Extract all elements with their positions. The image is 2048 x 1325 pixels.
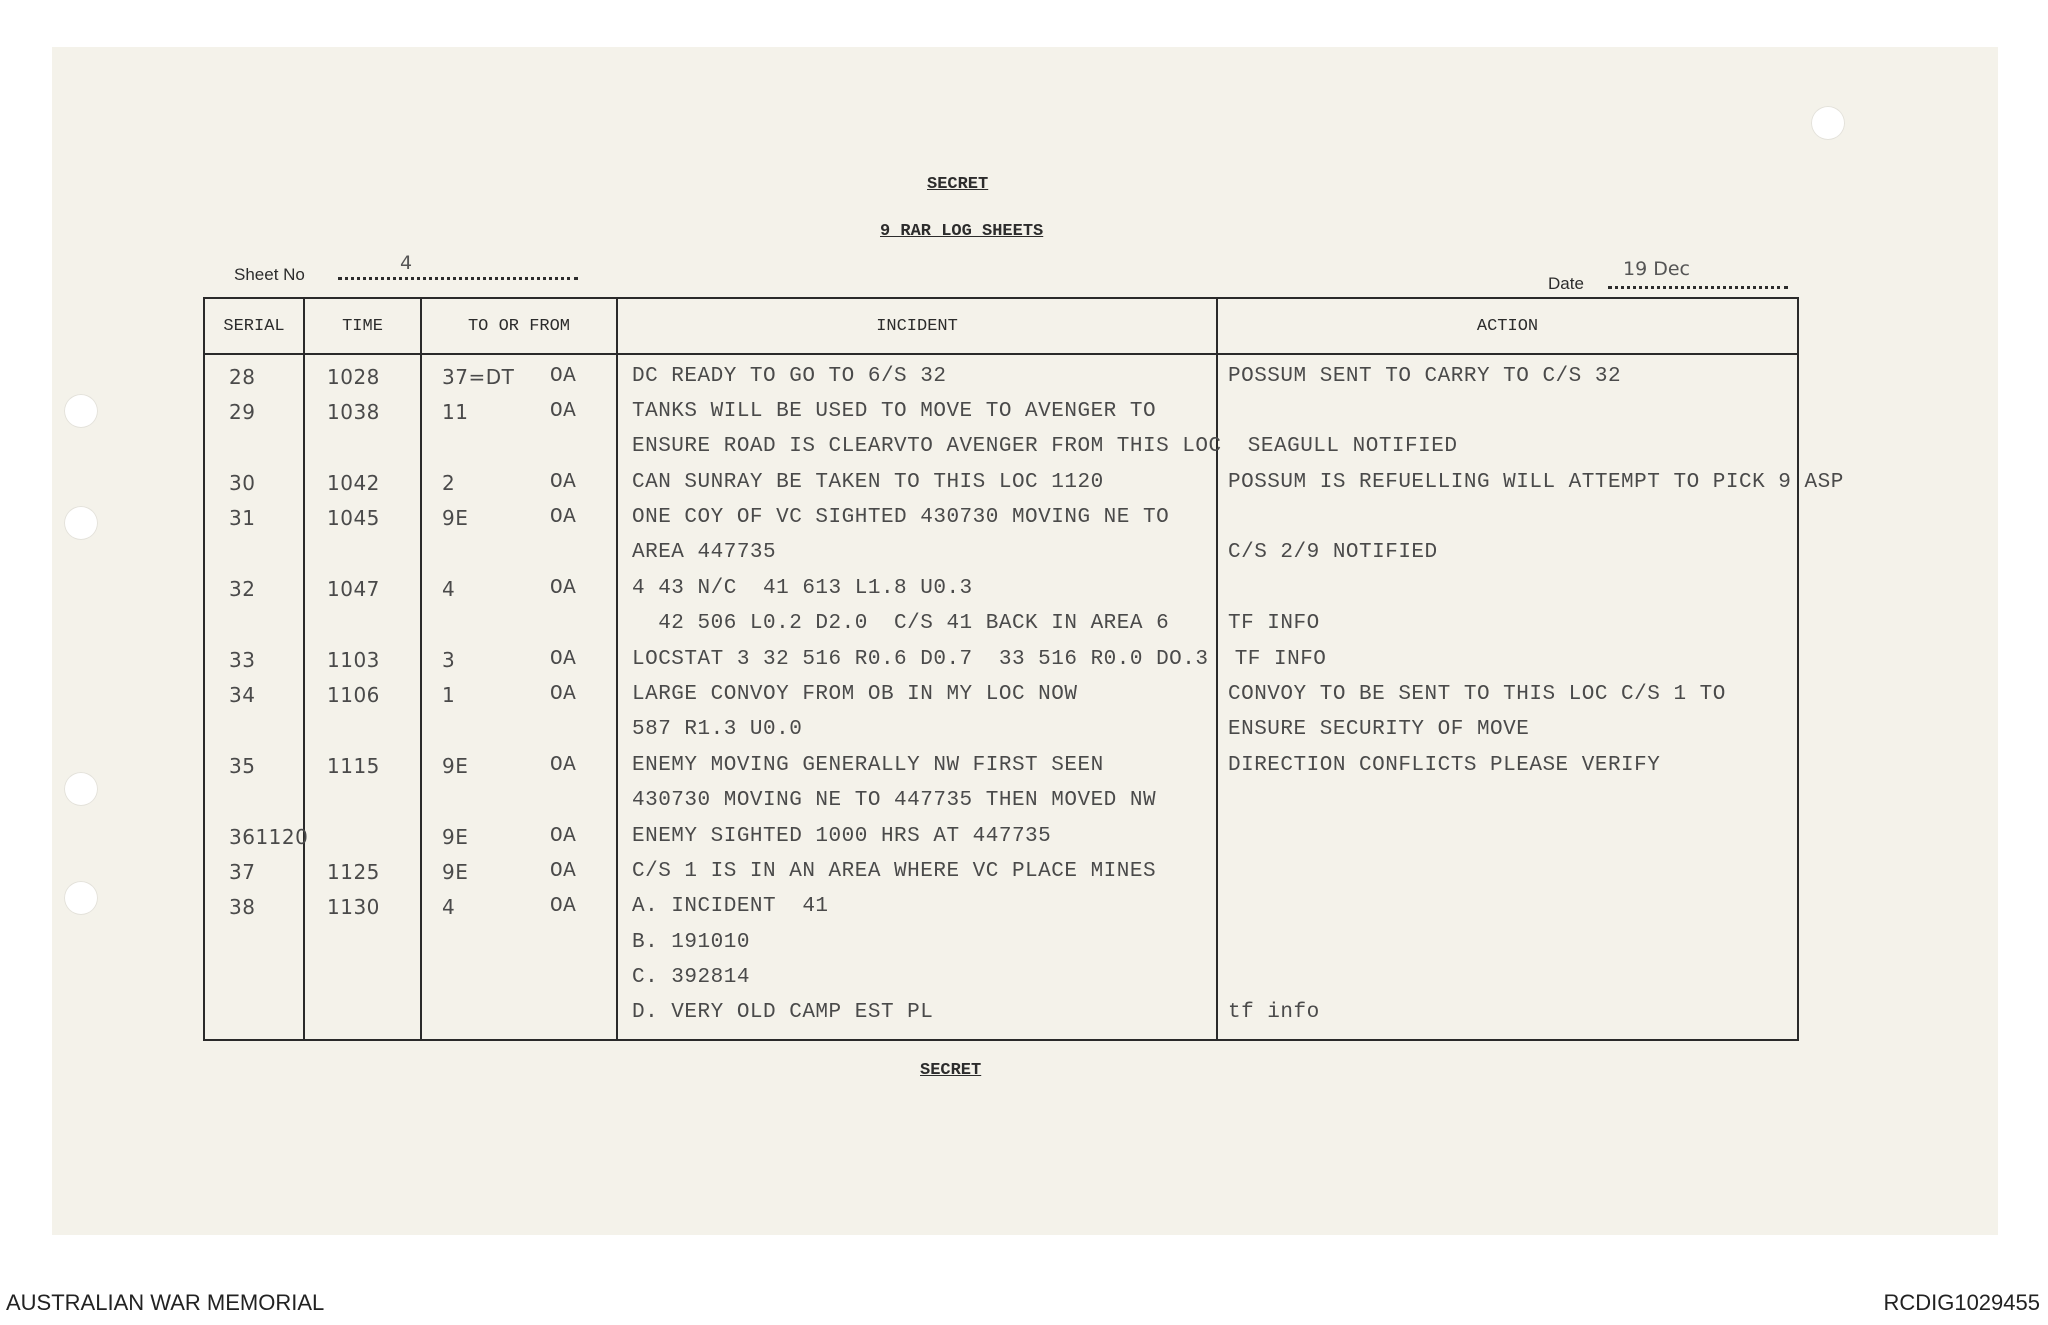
incident-line: CAN SUNRAY BE TAKEN TO THIS LOC 1120 xyxy=(632,471,1104,494)
incident-line: C/S 1 IS IN AN AREA WHERE VC PLACE MINES xyxy=(632,860,1157,883)
action-line: tf info xyxy=(1228,1001,1320,1024)
action-line: POSSUM IS REFUELLING WILL ATTEMPT TO PICK 9 ASP xyxy=(1228,471,1844,494)
serial-cell: 32 xyxy=(229,577,256,601)
to-from-oa: OA xyxy=(550,754,577,777)
to-from-unit: 9E xyxy=(442,754,469,778)
header-time: TIME xyxy=(304,298,421,354)
to-from-oa: OA xyxy=(550,506,577,529)
to-from-column xyxy=(421,354,617,1040)
time-cell: 1130 xyxy=(327,895,380,919)
header-incident: INCIDENT xyxy=(617,298,1217,354)
time-cell: 1042 xyxy=(327,471,380,495)
time-cell: 1106 xyxy=(327,683,380,707)
time-column xyxy=(304,354,421,1040)
incident-line: LARGE CONVOY FROM OB IN MY LOC NOW xyxy=(632,683,1078,706)
serial-cell: 28 xyxy=(229,365,256,389)
action-line: ENSURE SECURITY OF MOVE xyxy=(1228,718,1530,741)
serial-cell: 31 xyxy=(229,506,256,530)
date-value: 19 Dec xyxy=(1623,258,1690,280)
serial-cell: 30 xyxy=(229,471,256,495)
incident-line: ONE COY OF VC SIGHTED 430730 MOVING NE TO xyxy=(632,506,1170,529)
punch-hole xyxy=(64,881,98,915)
table-header-row xyxy=(204,298,1798,354)
incident-line: 4 43 N/C 41 613 L1.8 U0.3 xyxy=(632,577,973,600)
incident-line: 42 506 L0.2 D2.0 C/S 41 BACK IN AREA 6 xyxy=(632,612,1170,635)
serial-cell: 33 xyxy=(229,648,256,672)
to-from-unit: 4 xyxy=(442,577,456,601)
time-cell: 1038 xyxy=(327,400,380,424)
incident-line: ENEMY SIGHTED 1000 HRS AT 447735 xyxy=(632,825,1052,848)
to-from-oa: OA xyxy=(550,365,577,388)
serial-cell: 37 xyxy=(229,860,256,884)
action-column xyxy=(1217,354,1844,1040)
to-from-unit: 37=DT xyxy=(442,365,515,389)
footer-right: RCDIG1029455 xyxy=(1883,1290,2040,1315)
to-from-unit: 2 xyxy=(442,471,456,495)
serial-cell: 361120 xyxy=(229,825,309,849)
serial-cell: 38 xyxy=(229,895,256,919)
time-cell: 1045 xyxy=(327,506,380,530)
to-from-oa: OA xyxy=(550,648,577,671)
incident-line: DC READY TO GO TO 6/S 32 xyxy=(632,365,947,388)
header-action: ACTION xyxy=(1217,298,1798,354)
header-serial: SERIAL xyxy=(204,298,304,354)
to-from-oa: OA xyxy=(550,400,577,423)
to-from-unit: 4 xyxy=(442,895,456,919)
action-line: CONVOY TO BE SENT TO THIS LOC C/S 1 TO xyxy=(1228,683,1726,706)
incident-line: ENEMY MOVING GENERALLY NW FIRST SEEN xyxy=(632,754,1104,777)
incident-line: D. VERY OLD CAMP EST PL xyxy=(632,1001,934,1024)
punch-hole xyxy=(1811,106,1845,140)
date-dotted-line xyxy=(1608,286,1788,289)
time-cell: 1047 xyxy=(327,577,380,601)
time-cell: 1125 xyxy=(327,860,380,884)
incident-line: 430730 MOVING NE TO 447735 THEN MOVED NW xyxy=(632,789,1157,812)
action-line: C/S 2/9 NOTIFIED xyxy=(1228,541,1438,564)
incident-line: C. 392814 xyxy=(632,966,750,989)
serial-cell: 34 xyxy=(229,683,256,707)
log-table xyxy=(203,297,1844,1041)
time-cell: 1115 xyxy=(327,754,380,778)
to-from-unit: 11 xyxy=(442,400,469,424)
footer-left: AUSTRALIAN WAR MEMORIAL xyxy=(6,1290,325,1315)
time-cell: 1028 xyxy=(327,365,380,389)
time-cell: 1103 xyxy=(327,648,380,672)
incident-line: ENSURE ROAD IS CLEARVTO AVENGER FROM THIS LOC SEAGULL NOTIFIED xyxy=(632,435,1458,458)
header-to-from: TO OR FROM xyxy=(421,298,617,354)
to-from-unit: 3 xyxy=(442,648,456,672)
incident-line: TANKS WILL BE USED TO MOVE TO AVENGER TO xyxy=(632,400,1157,423)
to-from-unit: 9E xyxy=(442,860,469,884)
to-from-unit: 1 xyxy=(442,683,456,707)
to-from-oa: OA xyxy=(550,895,577,918)
incident-line: A. INCIDENT 41 xyxy=(632,895,829,918)
action-line: POSSUM SENT TO CARRY TO C/S 32 xyxy=(1228,365,1622,388)
sheet-no-label: Sheet No xyxy=(234,265,305,284)
serial-cell: 35 xyxy=(229,754,256,778)
sheet-no-value: 4 xyxy=(400,252,413,274)
classification-top: SECRET xyxy=(927,175,989,194)
date-label: Date xyxy=(1548,274,1584,293)
serial-column xyxy=(204,354,309,1040)
incident-line: B. 191010 xyxy=(632,931,750,954)
punch-hole xyxy=(64,772,98,806)
to-from-oa: OA xyxy=(550,577,577,600)
to-from-oa: OA xyxy=(550,825,577,848)
serial-cell: 29 xyxy=(229,400,256,424)
to-from-oa: OA xyxy=(550,471,577,494)
classification-bottom: SECRET xyxy=(920,1061,982,1080)
document-title: 9 RAR LOG SHEETS xyxy=(880,222,1044,241)
action-line: DIRECTION CONFLICTS PLEASE VERIFY xyxy=(1228,754,1661,777)
punch-hole xyxy=(64,506,98,540)
to-from-oa: OA xyxy=(550,683,577,706)
to-from-unit: 9E xyxy=(442,825,469,849)
incident-line: AREA 447735 xyxy=(632,541,777,564)
to-from-oa: OA xyxy=(550,860,577,883)
incident-line: LOCSTAT 3 32 516 R0.6 D0.7 33 516 R0.0 DO.3 TF INFO xyxy=(632,648,1327,671)
to-from-unit: 9E xyxy=(442,506,469,530)
punch-hole xyxy=(64,394,98,428)
incident-line: 587 R1.3 U0.0 xyxy=(632,718,803,741)
action-line: TF INFO xyxy=(1228,612,1320,635)
sheet-no-dotted-line xyxy=(338,277,578,280)
